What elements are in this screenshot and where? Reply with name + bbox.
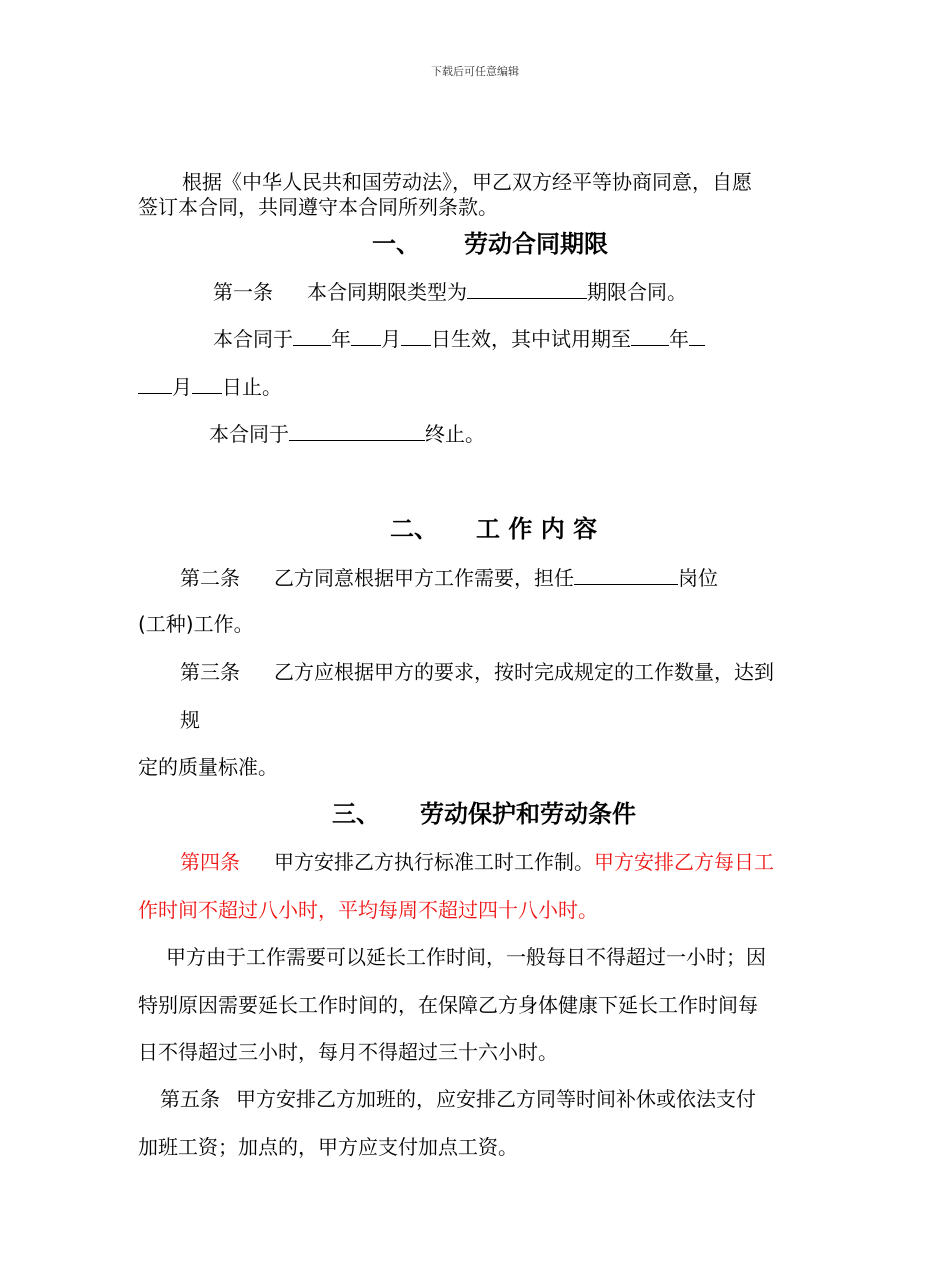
fill-blank	[574, 566, 678, 585]
article-2-line-2: (工种)工作。	[138, 612, 254, 636]
article-5	[160, 1083, 756, 1112]
section-title: 劳动保护和劳动条件	[420, 800, 636, 828]
article-2	[180, 562, 718, 591]
text: 月	[172, 375, 192, 399]
overtime-line-1: 甲方由于工作需要可以延长工作时间，一般每日不得超过一小时；因	[166, 945, 766, 969]
section-number: 三、	[332, 800, 380, 828]
article-text: 岗位	[678, 566, 718, 590]
effective-date-line-1	[213, 323, 705, 352]
overtime-line-2: 特别原因需要延长工作时间的，在保障乙方身体健康下延长工作时间每	[138, 993, 758, 1017]
section-title: 劳动合同期限	[464, 230, 608, 258]
article-text: 甲方安排乙方加班的，应安排乙方同等时间补休或依法支付	[236, 1087, 756, 1111]
text: 月	[381, 327, 401, 351]
article-1	[213, 276, 687, 305]
article-text: 乙方应根据甲方的要求，按时完成规定的工作数量，达到	[274, 660, 774, 684]
article-text: 甲方安排乙方执行标准工时工作制。	[274, 850, 594, 874]
fill-blank	[138, 375, 172, 394]
section-number: 二、	[390, 515, 438, 543]
article-text: 乙方同意根据甲方工作需要，担任	[274, 566, 574, 590]
article-label: 第二条	[180, 566, 240, 590]
text: 日止。	[222, 375, 282, 399]
article-label: 第三条	[180, 660, 240, 684]
text: 终止。	[425, 422, 485, 446]
article-4	[180, 846, 774, 875]
article-text: 本合同期限类型为	[307, 280, 467, 304]
text: 年	[669, 327, 689, 351]
fill-blank	[689, 327, 705, 346]
fill-blank	[467, 280, 587, 299]
fill-blank	[289, 422, 425, 441]
text: 本合同于	[209, 422, 289, 446]
article-3	[180, 656, 774, 685]
fill-blank	[293, 327, 331, 346]
article-label: 第一条	[213, 280, 273, 304]
article-3-line-2: 规	[180, 708, 200, 732]
effective-date-line-2	[138, 371, 282, 400]
fill-blank	[401, 327, 431, 346]
section-title: 工 作 内 容	[476, 515, 598, 543]
article-4-highlight-line-2: 作时间不超过八小时，平均每周不超过四十八小时。	[138, 898, 598, 922]
article-label: 第四条	[180, 850, 240, 874]
fill-blank	[631, 327, 669, 346]
text: 日生效，其中试用期至	[431, 327, 631, 351]
article-5-line-2: 加班工资；加点的，甲方应支付加点工资。	[138, 1135, 518, 1159]
intro-line-2: 签订本合同，共同遵守本合同所列条款。	[138, 195, 498, 219]
section-number: 一、	[372, 230, 420, 258]
section-3-heading	[332, 794, 636, 829]
termination-line	[209, 418, 485, 447]
fill-blank	[192, 375, 222, 394]
article-3-line-3: 定的质量标准。	[138, 755, 278, 779]
section-1-heading	[372, 224, 608, 259]
page-header-note: 下载后可任意编辑	[431, 65, 519, 78]
section-2-heading	[390, 509, 597, 544]
text: 本合同于	[213, 327, 293, 351]
article-text: 期限合同。	[587, 280, 687, 304]
fill-blank	[351, 327, 381, 346]
article-label: 第五条	[160, 1087, 220, 1111]
text: 年	[331, 327, 351, 351]
overtime-line-3: 日不得超过三小时，每月不得超过三十六小时。	[138, 1040, 558, 1064]
article-highlight: 甲方安排乙方每日工	[594, 850, 774, 874]
intro-line-1: 根据《中华人民共和国劳动法》，甲乙双方经平等协商同意，自愿	[182, 170, 752, 194]
